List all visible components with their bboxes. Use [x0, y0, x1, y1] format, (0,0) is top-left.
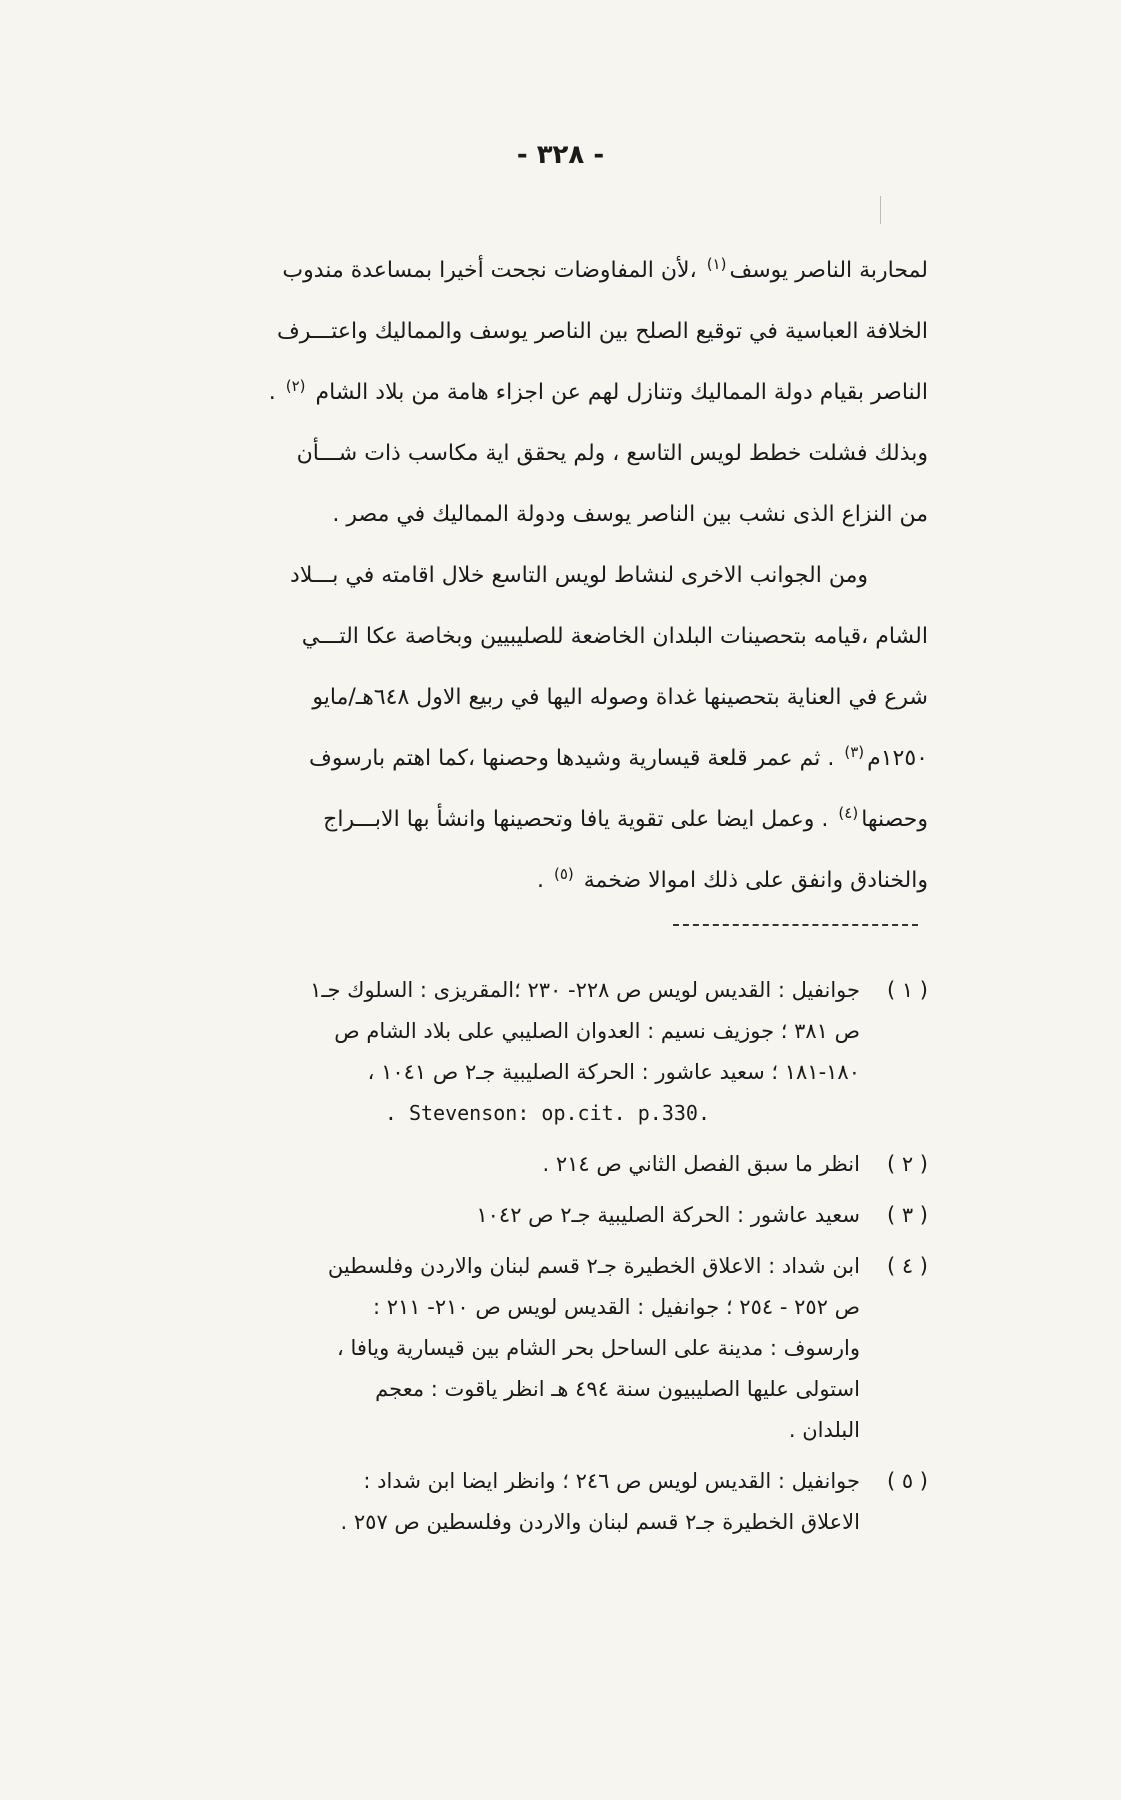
text-segment: لمحاربة الناصر يوسف — [729, 258, 928, 283]
footnote-line: الاعلاق الخطيرة جـ٢ قسم لبنان والاردن وفلسطين ص ٢٥٧ . — [340, 1510, 860, 1534]
footnote — [140, 1195, 928, 1236]
footnote-number: ( ٥ ) — [886, 1469, 928, 1493]
footnote-line: ص ٣٨١ ؛ جوزيف نسيم : العدوان الصليبي على بلاد الشام ص — [334, 1019, 860, 1043]
text-line — [150, 240, 928, 301]
text-line — [150, 667, 928, 728]
footnote-body — [140, 1246, 860, 1451]
footnote — [140, 1246, 928, 1451]
footnote-body — [140, 970, 860, 1134]
text-line — [150, 484, 928, 545]
footnote-line: ص ٢٥٢ - ٢٥٤ ؛ جوانفيل : القديس لويس ص ٢١٠- ٢١١ : — [372, 1295, 860, 1319]
text-line — [150, 362, 928, 423]
text-line — [150, 423, 928, 484]
footnote-reference: (١) — [706, 254, 727, 273]
footnote-line: ابن شداد : الاعلاق الخطيرة جـ٢ قسم لبنان والاردن وفلسطين — [327, 1254, 860, 1278]
text-line — [150, 606, 928, 667]
text-line — [150, 728, 928, 789]
footnotes — [140, 970, 928, 1553]
text-segment: الخلافة العباسية في توقيع الصلح بين الناصر يوسف والمماليك واعتـــرف — [276, 319, 928, 344]
footnote-body — [140, 1144, 860, 1185]
footnote-body — [140, 1461, 860, 1543]
text-segment: . — [268, 380, 283, 405]
text-segment: وبذلك فشلت خطط لويس التاسع ، ولم يحقق اية مكاسب ذات شـــأن — [296, 441, 928, 466]
text-segment: ١٢٥٠م — [867, 746, 928, 771]
text-line — [150, 850, 928, 911]
text-segment: الناصر بقيام دولة المماليك وتنازل لهم عن اجزاء هامة من بلاد الشام — [308, 380, 928, 405]
text-segment: الشام ،قيامه بتحصينات البلدان الخاضعة للصليبيين وبخاصة عكا التـــي — [301, 624, 928, 649]
footnote-line: استولى عليها الصليبيون سنة ٤٩٤ هـ انظر ياقوت : معجم — [375, 1377, 860, 1401]
footnote-reference: (٤) — [838, 803, 859, 822]
footnote-line: سعيد عاشور : الحركة الصليبية جـ٢ ص ١٠٤٢ — [476, 1203, 860, 1227]
text-segment: . — [536, 868, 551, 893]
footnote-latin-citation — [140, 1093, 860, 1134]
text-segment: وحصنها — [861, 807, 928, 832]
text-segment: والخنادق وانفق على ذلك اموالا ضخمة — [576, 868, 928, 893]
footnote-number: ( ٢ ) — [886, 1152, 928, 1176]
text-segment: ،لأن المفاوضات نجحت أخيرا بمساعدة مندوب — [282, 258, 704, 283]
page-number: - ٣٢٨ - — [516, 140, 605, 170]
text-segment: شرع في العناية بتحصينها غداة وصوله اليها في ربيع الاول ٦٤٨هـ/مايو — [312, 685, 928, 710]
footnote-separator — [673, 924, 918, 926]
text-segment: . وعمل ايضا على تقوية يافا وتحصينها وانشأ بها الابـــراج — [323, 807, 836, 832]
footnote-line: انظر ما سبق الفصل الثاني ص ٢١٤ . — [542, 1152, 860, 1176]
footnote-body — [140, 1195, 860, 1236]
text-line — [150, 789, 928, 850]
text-line — [150, 301, 928, 362]
text-segment: . ثم عمر قلعة قيسارية وشيدها وحصنها ،كما اهتم بارسوف — [309, 746, 842, 771]
margin-mark — [880, 196, 881, 224]
footnote-number: ( ١ ) — [886, 978, 928, 1002]
footnote-line: جوانفيل : القديس لويس ص ٢٢٨- ٢٣٠ ؛المقريزى : السلوك جـ١ — [310, 978, 860, 1002]
footnote-reference: (٣) — [844, 742, 865, 761]
footnote-reference: (٥) — [553, 864, 574, 883]
footnote-line: وارسوف : مدينة على الساحل بحر الشام بين قيسارية ويافا ، — [337, 1336, 860, 1360]
footnote-reference: (٢) — [285, 376, 306, 395]
footnote-line: جوانفيل : القديس لويس ص ٢٤٦ ؛ وانظر ايضا ابن شداد : — [363, 1469, 860, 1493]
text-line — [150, 545, 928, 606]
footnote — [140, 970, 928, 1134]
footnote-number: ( ٤ ) — [886, 1254, 928, 1278]
footnote-line: ١٨٠-١٨١ ؛ سعيد عاشور : الحركة الصليبية جـ٢ ص ١٠٤١ ، — [367, 1060, 860, 1084]
footnote — [140, 1144, 928, 1185]
footnote — [140, 1461, 928, 1543]
text-segment: ومن الجوانب الاخرى لنشاط لويس التاسع خلال اقامته في بـــلاد — [290, 563, 868, 588]
footnote-line: البلدان . — [788, 1418, 860, 1442]
footnote-number: ( ٣ ) — [886, 1203, 928, 1227]
body-text — [150, 240, 928, 911]
text-segment: من النزاع الذى نشب بين الناصر يوسف ودولة المماليك في مصر . — [332, 502, 928, 527]
latin-citation-text: . Stevenson: op.cit. p.330. — [384, 1101, 710, 1125]
